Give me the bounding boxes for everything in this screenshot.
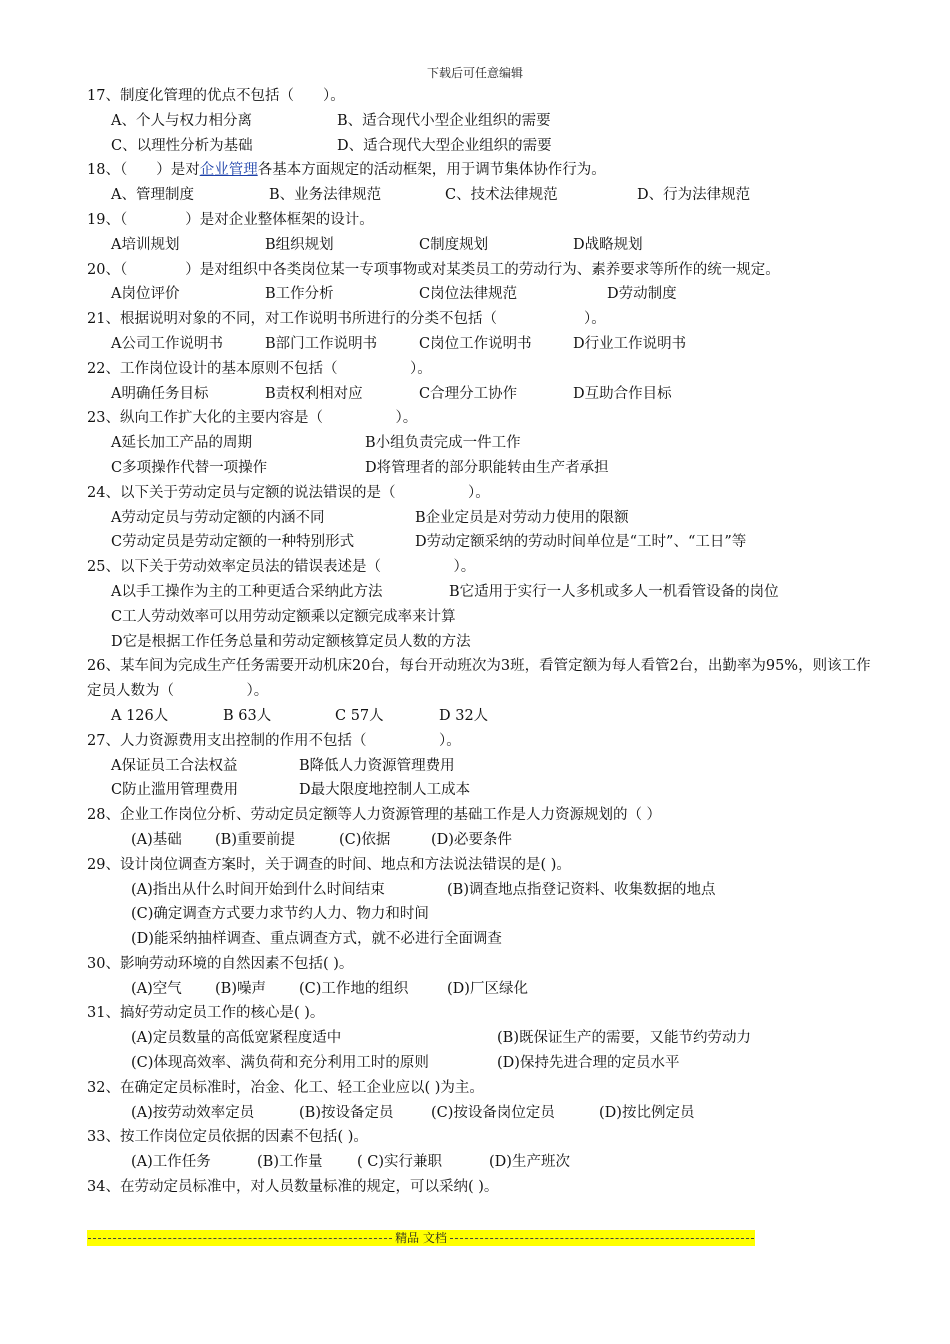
question-20-options — [87, 282, 877, 307]
question-22-options — [87, 382, 877, 407]
option-c[interactable]: ( C)实行兼职 — [357, 1154, 443, 1171]
option-b[interactable]: (B)工作量 — [257, 1154, 323, 1171]
option-b[interactable]: B它适用于实行一人多机或多人一机看管设备的岗位 — [449, 583, 779, 600]
option-c[interactable]: C、以理性分析为基础 — [111, 137, 253, 154]
question-17-options-row1 — [87, 109, 877, 134]
option-b[interactable]: B降低人力资源管理费用 — [299, 757, 455, 774]
question-30-stem: 30、影响劳动环境的自然因素不包括( )。 — [87, 955, 354, 972]
option-b[interactable]: B 63人 — [223, 707, 272, 724]
option-c[interactable]: C岗位法律规范 — [419, 286, 518, 303]
option-d[interactable]: D它是根据工作任务总量和劳动定额核算定员人数的方法 — [111, 633, 471, 650]
option-c[interactable]: C工人劳动效率可以用劳动定额乘以定额完成率来计算 — [111, 608, 456, 625]
question-23-stem: 23、纵向工作扩大化的主要内容是（ ）。 — [87, 410, 418, 427]
question-17-options-row2 — [87, 134, 877, 159]
question-18-stem — [87, 158, 877, 183]
enterprise-management-link[interactable]: 企业管理 — [199, 162, 258, 179]
question-24-stem: 24、以下关于劳动定员与定额的说法错误的是（ ）。 — [87, 484, 490, 501]
question-29-stem: 29、设计岗位调查方案时，关于调查的时间、地点和方法说法错误的是( )。 — [87, 856, 571, 873]
option-b[interactable]: (B)按设备定员 — [299, 1104, 394, 1121]
option-a[interactable]: A岗位评价 — [111, 286, 180, 303]
option-d[interactable]: D、适合现代大型企业组织的需要 — [337, 137, 552, 154]
option-c[interactable]: C防止滥用管理费用 — [111, 782, 239, 799]
option-b[interactable]: B、适合现代小型企业组织的需要 — [337, 112, 551, 129]
question-19-stem: 19、（ ）是对企业整体框架的设计。 — [87, 211, 374, 228]
question-28-options — [87, 828, 877, 853]
question-22-stem: 22、工作岗位设计的基本原则不包括（ ）。 — [87, 360, 432, 377]
option-d[interactable]: D行业工作说明书 — [573, 335, 687, 352]
question-18-options — [87, 183, 877, 208]
option-a[interactable]: A明确任务目标 — [111, 385, 209, 402]
option-a[interactable]: A、个人与权力相分离 — [111, 112, 252, 129]
question-33-options — [87, 1150, 877, 1175]
option-c[interactable]: C、技术法律规范 — [445, 187, 558, 204]
option-d[interactable]: D劳动定额采纳的劳动时间单位是“工时”、“工日”等 — [415, 534, 747, 551]
question-28-stem: 28、企业工作岗位分析、劳动定员定额等人力资源管理的基础工作是人力资源规划的（ ） — [87, 807, 662, 824]
option-d[interactable]: (D)保持先进合理的定员水平 — [497, 1055, 680, 1072]
question-19-options — [87, 233, 877, 258]
question-32-stem: 32、在确定定员标准时，冶金、化工、轻工企业应以( )为主。 — [87, 1079, 484, 1096]
option-c[interactable]: (C)体现高效率、满负荷和充分利用工时的原则 — [131, 1055, 429, 1072]
option-a[interactable]: (A)工作任务 — [131, 1154, 211, 1171]
question-26-options — [87, 704, 877, 729]
question-27-options-row1 — [87, 754, 877, 779]
option-a[interactable]: A劳动定员与劳动定额的内涵不同 — [111, 509, 325, 526]
option-a[interactable]: (A)空气 — [131, 980, 182, 997]
option-d[interactable]: (D)必要条件 — [431, 831, 512, 848]
question-30-options — [87, 977, 877, 1002]
question-32-options — [87, 1101, 877, 1126]
option-c[interactable]: C合理分工协作 — [419, 385, 518, 402]
question-34-stem: 34、在劳动定员标准中，对人员数量标准的规定，可以采纳( )。 — [87, 1179, 499, 1196]
option-d[interactable]: D互助合作目标 — [573, 385, 672, 402]
option-a[interactable]: A、管理制度 — [111, 187, 194, 204]
question-21-options — [87, 332, 877, 357]
question-27-stem: 27、人力资源费用支出控制的作用不包括（ ）。 — [87, 732, 461, 749]
option-b[interactable]: B小组负责完成一件工作 — [365, 435, 521, 452]
option-d[interactable]: D 32人 — [439, 707, 489, 724]
option-b[interactable]: B责权利相对应 — [265, 385, 363, 402]
question-21-stem: 21、根据说明对象的不同，对工作说明书所进行的分类不包括（ ）。 — [87, 311, 606, 328]
option-c[interactable]: C岗位工作说明书 — [419, 335, 532, 352]
question-18-stem-post: 各基本方面规定的活动框架，用于调节集体协作行为。 — [257, 162, 606, 179]
option-d[interactable]: (D)厂区绿化 — [447, 980, 528, 997]
option-a[interactable]: A培训规划 — [111, 236, 180, 253]
question-23-options-row1 — [87, 431, 877, 456]
option-b[interactable]: B工作分析 — [265, 286, 334, 303]
question-27-options-row2 — [87, 778, 877, 803]
question-20-stem: 20、（ ）是对组织中各类岗位某一专项事物或对某类员工的劳动行为、素养要求等所作的统一规定。 — [87, 261, 780, 278]
footer-label: 精品 文档 — [395, 1231, 447, 1245]
option-a[interactable]: (A)定员数量的高低宽紧程度适中 — [131, 1030, 342, 1047]
option-b[interactable]: B、业务法律规范 — [269, 187, 382, 204]
option-d[interactable]: (D)能采纳抽样调查、重点调查方式，就不必进行全面调查 — [131, 931, 502, 948]
question-24-options-row2 — [87, 530, 877, 555]
option-b[interactable]: B企业定员是对劳动力使用的限额 — [415, 509, 629, 526]
option-c[interactable]: (C)工作地的组织 — [299, 980, 409, 997]
footer-dash-right — [450, 1238, 754, 1239]
question-29-option-c — [87, 902, 877, 927]
question-18-stem-pre: 18、（ ）是对 — [87, 162, 200, 179]
option-c[interactable]: C制度规划 — [419, 236, 489, 253]
option-b[interactable]: (B)调查地点指登记资料、收集数据的地点 — [447, 881, 716, 898]
question-33-stem: 33、按工作岗位定员依据的因素不包括( )。 — [87, 1129, 368, 1146]
option-b[interactable]: B组织规划 — [265, 236, 334, 253]
question-17-stem: 17、制度化管理的优点不包括（ ）。 — [87, 88, 345, 104]
question-25-option-d — [87, 630, 877, 655]
option-a[interactable]: (A)指出从什么时间开始到什么时间结束 — [131, 881, 385, 898]
question-list — [87, 84, 877, 1200]
option-c[interactable]: C多项操作代替一项操作 — [111, 459, 268, 476]
page-footer — [87, 1230, 755, 1246]
option-a[interactable]: A延长加工产品的周期 — [111, 435, 252, 452]
option-c[interactable]: (C)依据 — [339, 831, 391, 848]
footer-dash-left — [88, 1238, 392, 1239]
option-c[interactable]: (C)确定调查方式要力求节约人力、物力和时间 — [131, 906, 429, 923]
option-b[interactable]: (B)既保证生产的需要，又能节约劳动力 — [497, 1030, 751, 1047]
question-23-options-row2 — [87, 456, 877, 481]
option-c[interactable]: C 57人 — [335, 707, 384, 724]
option-d[interactable]: (D)按比例定员 — [599, 1104, 695, 1121]
option-d[interactable]: D劳动制度 — [607, 286, 677, 303]
option-d[interactable]: (D)生产班次 — [489, 1154, 570, 1171]
option-b[interactable]: (B)重要前提 — [215, 831, 295, 848]
question-25-options-row1 — [87, 580, 877, 605]
option-a[interactable]: (A)基础 — [131, 831, 182, 848]
question-29-option-d — [87, 927, 877, 952]
question-31-options-row1 — [87, 1026, 877, 1051]
question-26-stem: 26、某车间为完成生产任务需要开动机床20台，每台开动班次为3班，看管定额为每人看管2台，出勤率为95%，则该工作定员人数为（ ）。 — [87, 658, 871, 700]
option-d[interactable]: D、行为法律规范 — [637, 187, 751, 204]
option-a[interactable]: A以手工操作为主的工种更适合采纳此方法 — [111, 583, 383, 600]
option-a[interactable]: A 126人 — [111, 707, 169, 724]
question-25-stem: 25、以下关于劳动效率定员法的错误表述是（ ）。 — [87, 559, 476, 576]
option-a[interactable]: A保证员工合法权益 — [111, 757, 238, 774]
question-31-options-row2 — [87, 1051, 877, 1076]
question-25-option-c — [87, 605, 877, 630]
option-c[interactable]: C劳动定员是劳动定额的一种特别形式 — [111, 534, 355, 551]
question-24-options-row1 — [87, 506, 877, 531]
option-c[interactable]: (C)按设备岗位定员 — [431, 1104, 555, 1121]
question-31-stem: 31、搞好劳动定员工作的核心是( )。 — [87, 1005, 325, 1022]
option-a[interactable]: (A)按劳动效率定员 — [131, 1104, 255, 1121]
option-d[interactable]: D将管理者的部分职能转由生产者承担 — [365, 459, 609, 476]
option-b[interactable]: (B)噪声 — [215, 980, 266, 997]
option-b[interactable]: B部门工作说明书 — [265, 335, 378, 352]
option-a[interactable]: A公司工作说明书 — [111, 335, 223, 352]
option-d[interactable]: D最大限度地控制人工成本 — [299, 782, 471, 799]
question-29-options-row1 — [87, 878, 877, 903]
page-header: 下载后可任意编辑 — [426, 66, 523, 80]
option-d[interactable]: D战略规划 — [573, 236, 643, 253]
